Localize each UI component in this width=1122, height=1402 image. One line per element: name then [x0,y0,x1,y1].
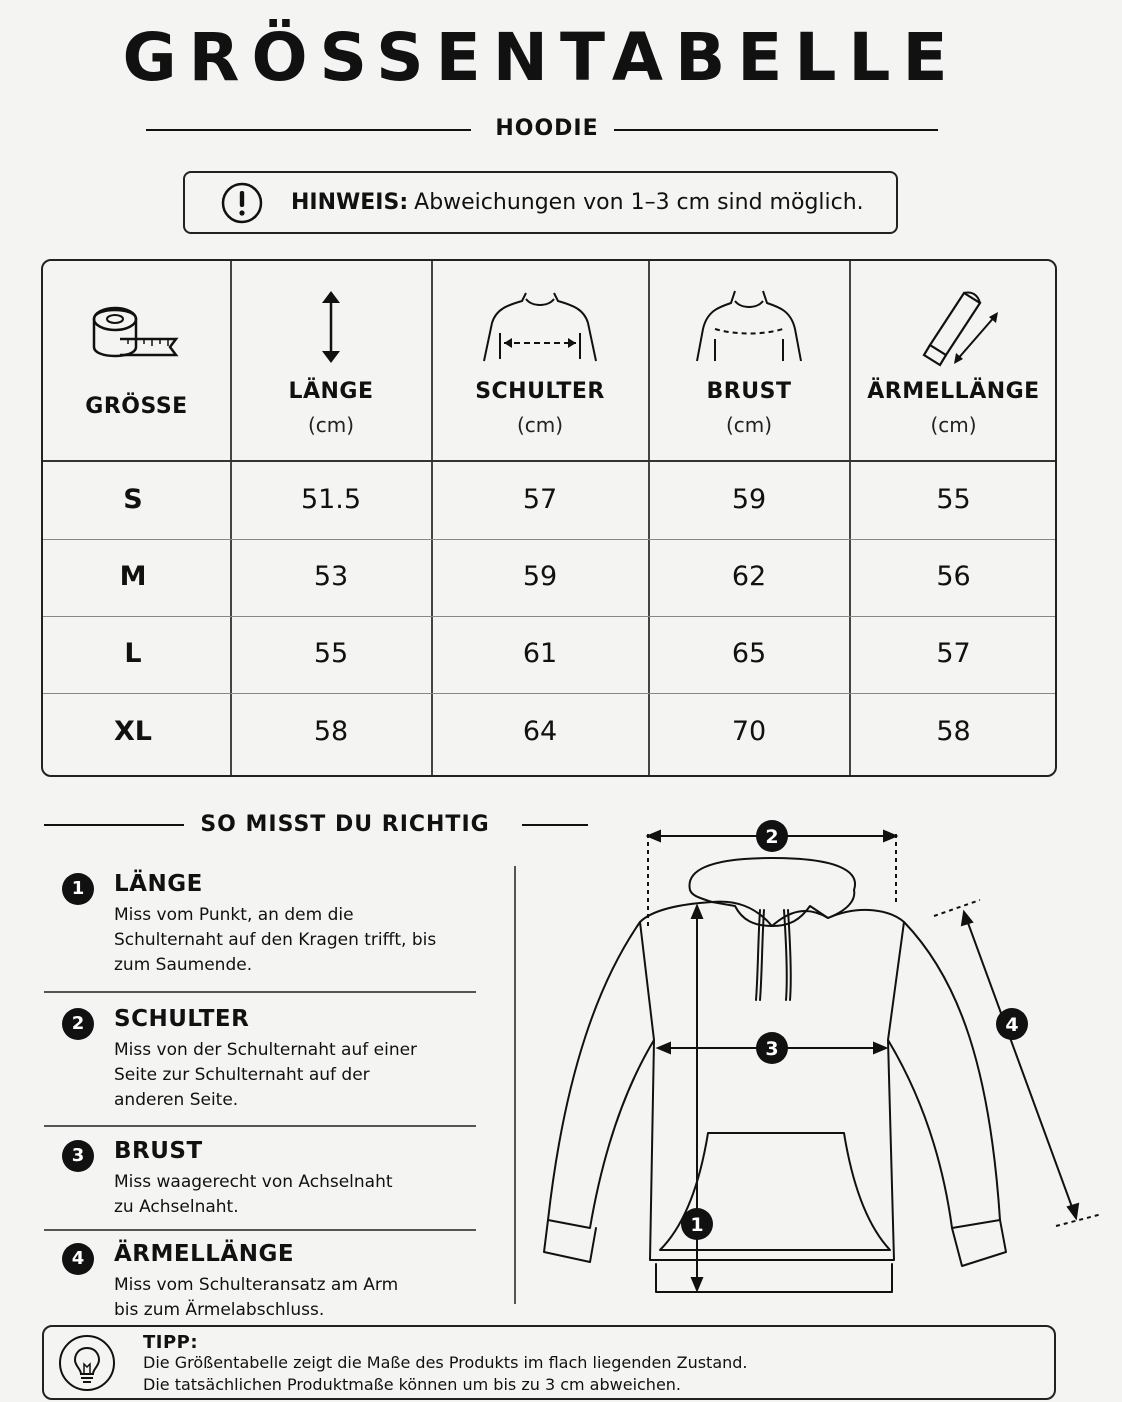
column-label: BRUST [706,379,792,404]
subtitle-rule-right [614,129,938,131]
step-divider [44,1229,476,1231]
step-number: 4 [62,1243,94,1275]
chest-width-icon [691,289,807,363]
size-cell: XL [113,716,153,747]
header-groesse [43,261,230,460]
table-cell: 62 [731,561,767,592]
diagram-marker-2 [756,820,788,852]
hoodie-diagram-icon [530,815,1120,1305]
how-to-title: SO MISST DU RICHTIG [200,812,490,837]
table-cell: 59 [522,561,558,592]
marker-label: 3 [765,1038,779,1060]
size-cell: M [119,561,147,592]
table-cell: 53 [313,561,349,592]
column-label: SCHULTER [475,379,605,404]
table-cell: 55 [313,638,349,669]
tip-text-line-2: Die tatsächlichen Produktmaße können um bis zu 3 cm abweichen. [143,1375,682,1394]
lightbulb-icon [58,1334,116,1392]
table-cell: 61 [522,638,558,669]
size-table [41,259,1057,777]
column-unit: (cm) [516,413,564,437]
vertical-divider [514,866,516,1304]
diagram-marker-4 [996,1008,1028,1040]
header-brust [649,261,849,460]
table-cell: 64 [522,716,558,747]
marker-label: 1 [690,1214,704,1236]
step-description: Miss vom Schulteransatz am Arm bis zum Ärmelabschluss. [114,1275,399,1320]
step-divider [44,991,476,993]
column-unit: (cm) [930,413,977,437]
header-schulter [432,261,648,460]
step-description: Miss vom Punkt, an dem die Schulternaht auf den Kragen trifft, bis zum Saumende. [114,905,437,975]
step-title: LÄNGE [114,871,203,897]
shoulder-width-icon [478,289,602,363]
table-cell: 57 [522,484,558,515]
step-number: 2 [62,1008,94,1040]
exclamation-icon [221,182,263,224]
step-number: 1 [62,873,94,905]
header-aermellaenge [850,261,1057,460]
header-laenge [231,261,431,460]
marker-label: 4 [1005,1014,1019,1036]
step-divider [44,1125,476,1127]
tip-text-line-1: Die Größentabelle zeigt die Maße des Produkts im flach liegenden Zustand. [143,1353,748,1372]
table-cell: 58 [936,716,971,747]
note-box [183,171,898,234]
step-title: ÄRMELLÄNGE [114,1241,295,1267]
table-cell: 56 [936,561,971,592]
row-divider [43,616,1055,617]
row-divider [43,539,1055,540]
tip-label: TIPP: [143,1332,199,1353]
table-cell: 65 [731,638,767,669]
step-description: Miss waagerecht von Achselnaht zu Achselnaht. [114,1172,393,1217]
column-label: LÄNGE [288,379,374,404]
size-cell: S [123,484,143,515]
step-description: Miss von der Schulternaht auf einer Seite zur Schulternaht auf der anderen Seite. [114,1040,418,1110]
page-subtitle: HOODIE [495,116,599,141]
subtitle-rule-left [146,129,471,131]
column-label: GRÖSSE [85,394,188,419]
table-cell: 59 [731,484,767,515]
note-text [291,190,864,215]
step-title: BRUST [114,1138,203,1164]
column-unit: (cm) [725,413,773,437]
diagram-marker-3 [756,1032,788,1064]
tip-box [42,1325,1056,1400]
column-unit: (cm) [307,413,355,437]
table-cell: 58 [313,716,349,747]
note-message: Abweichungen von 1–3 cm sind möglich. [414,190,864,215]
step-number: 3 [62,1140,94,1172]
section-rule-left [44,824,184,826]
marker-label: 2 [765,826,779,848]
sleeve-length-icon [916,289,1006,369]
page-title: GRÖSSENTABELLE [122,19,960,96]
row-divider [43,693,1055,694]
size-cell: L [124,638,142,669]
table-cell: 55 [936,484,971,515]
header-divider [43,460,1055,462]
table-cell: 70 [731,716,767,747]
measuring-tape-icon [90,301,182,363]
table-cell: 51.5 [300,484,362,515]
table-cell: 57 [936,638,971,669]
diagram-marker-1 [681,1208,713,1240]
note-label: HINWEIS: [291,190,409,215]
step-title: SCHULTER [114,1006,250,1032]
vertical-arrow-icon [319,289,343,365]
column-label: ÄRMELLÄNGE [867,379,1040,404]
